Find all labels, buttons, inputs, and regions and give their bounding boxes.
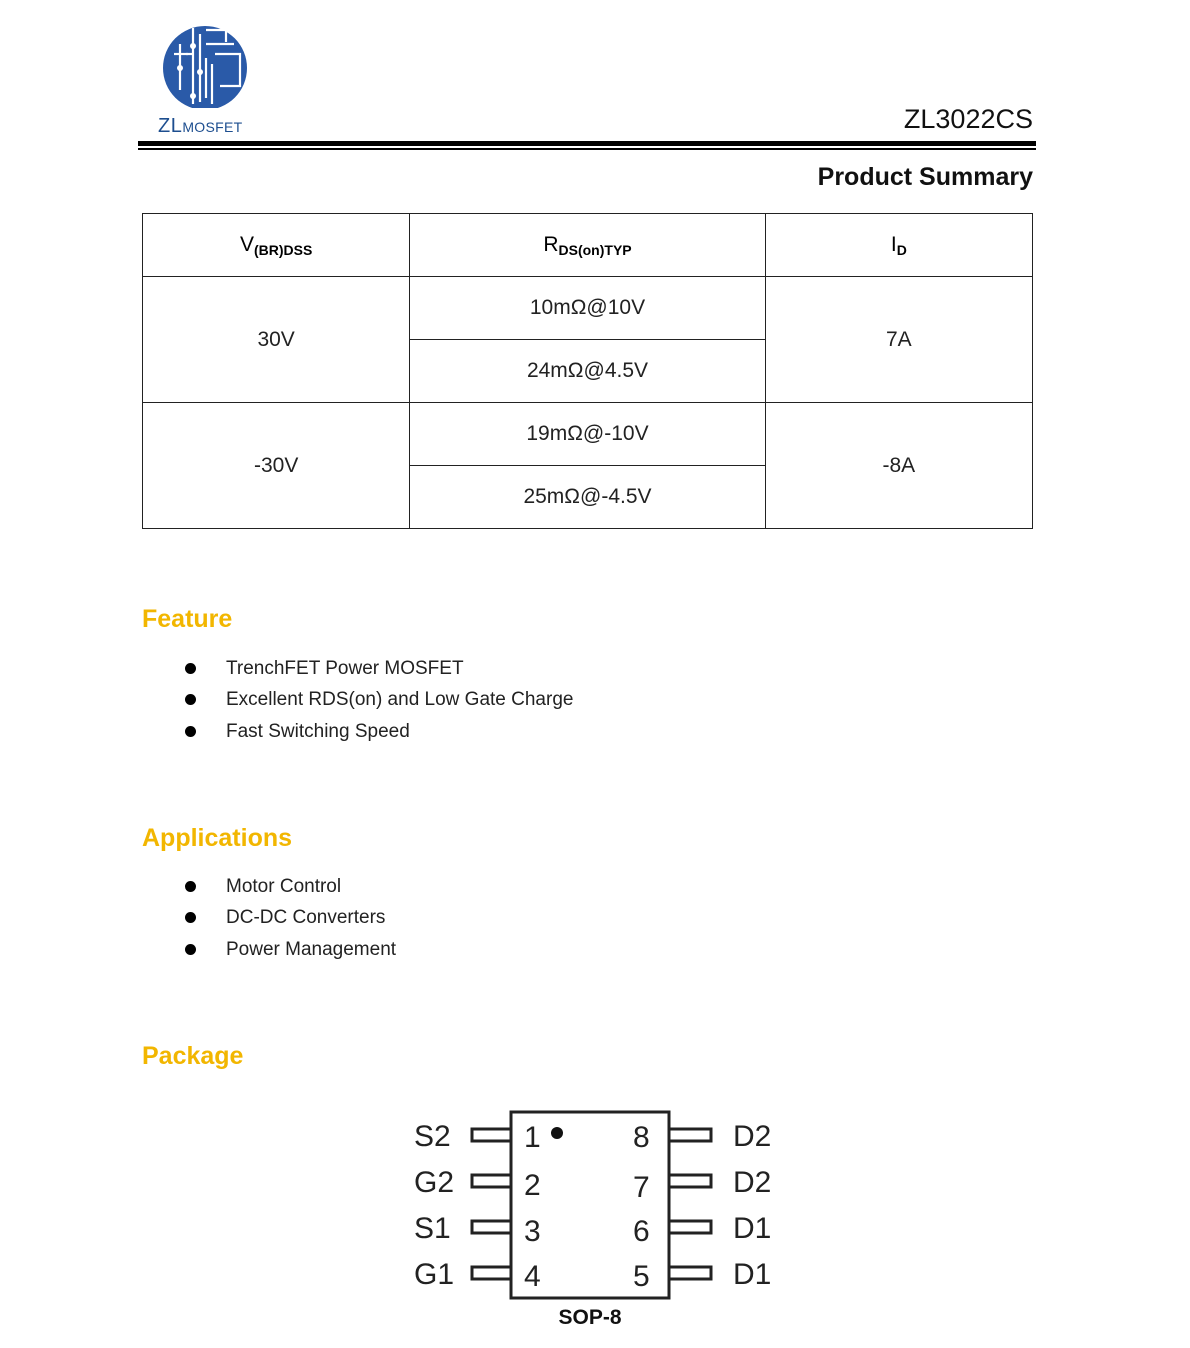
pin-lead bbox=[472, 1175, 511, 1187]
list-item: DC-DC Converters bbox=[185, 902, 396, 933]
applications-list bbox=[185, 871, 396, 965]
feature-title: Feature bbox=[142, 605, 233, 633]
cell-rds: 19mΩ@-10V bbox=[410, 403, 765, 466]
cell-rds: 10mΩ@10V bbox=[410, 277, 765, 340]
package-diagram bbox=[400, 1100, 790, 1340]
list-item: Fast Switching Speed bbox=[185, 716, 573, 747]
bullet-icon bbox=[185, 881, 196, 892]
pin-label: D2 bbox=[733, 1166, 772, 1199]
list-item: Power Management bbox=[185, 934, 396, 965]
pin-label: G1 bbox=[414, 1258, 455, 1291]
pin-number: 5 bbox=[633, 1260, 650, 1293]
pin-lead bbox=[472, 1221, 511, 1233]
package-title: Package bbox=[142, 1042, 244, 1070]
pin-label: G2 bbox=[414, 1166, 455, 1199]
pin-lead bbox=[669, 1129, 711, 1141]
table-row bbox=[143, 403, 1033, 466]
pin-number: 6 bbox=[633, 1215, 650, 1248]
cell-id: -8A bbox=[765, 403, 1032, 529]
pin-number: 8 bbox=[633, 1121, 650, 1154]
bullet-icon bbox=[185, 912, 196, 923]
pin-lead bbox=[472, 1267, 511, 1279]
cell-vds: 30V bbox=[143, 277, 410, 403]
header-vds: $V_{(BR)DSS}$ bbox=[143, 214, 410, 277]
pin-number: 2 bbox=[524, 1169, 541, 1202]
company-logo bbox=[140, 24, 270, 142]
cell-rds: 25mΩ@-4.5V bbox=[410, 466, 765, 529]
table-header-row bbox=[143, 214, 1033, 277]
table-row bbox=[143, 277, 1033, 340]
cell-id: 7A bbox=[765, 277, 1032, 403]
cell-rds: 24mΩ@4.5V bbox=[410, 340, 765, 403]
header-rds: $R_{DS(on)TYP}$ bbox=[410, 214, 765, 277]
bullet-icon bbox=[185, 944, 196, 955]
pin-label: D1 bbox=[733, 1258, 772, 1291]
pin-lead bbox=[669, 1175, 711, 1187]
header-rule-thick bbox=[138, 141, 1036, 146]
pin-label: S1 bbox=[414, 1212, 451, 1245]
cell-vds: -30V bbox=[143, 403, 410, 529]
pin-label: D1 bbox=[733, 1212, 772, 1245]
applications-title: Applications bbox=[142, 824, 293, 852]
logo-brand-small: MOSFET bbox=[182, 119, 243, 135]
list-item: Motor Control bbox=[185, 871, 396, 902]
sop8-pinout-diagram bbox=[400, 1100, 790, 1340]
product-summary-table bbox=[142, 213, 1033, 529]
bullet-icon bbox=[185, 694, 196, 705]
pin-lead bbox=[669, 1267, 711, 1279]
bullet-icon bbox=[185, 726, 196, 737]
header-rule-thin bbox=[138, 148, 1036, 150]
pin-number: 3 bbox=[524, 1215, 541, 1248]
list-item: Excellent RDS(on) and Low Gate Charge bbox=[185, 684, 573, 715]
logo-wordmark bbox=[158, 115, 242, 138]
feature-list bbox=[185, 653, 573, 747]
product-summary-title: Product Summary bbox=[817, 163, 1033, 191]
pin-label: S2 bbox=[414, 1120, 451, 1153]
pin-lead bbox=[669, 1221, 711, 1233]
logo-brand-big: ZL bbox=[158, 115, 183, 137]
logo-mark-icon bbox=[160, 24, 250, 108]
list-item: TrenchFET Power MOSFET bbox=[185, 653, 573, 684]
package-name: SOP-8 bbox=[558, 1306, 622, 1329]
pin-number: 4 bbox=[524, 1260, 541, 1293]
pin-lead bbox=[472, 1129, 511, 1141]
pin-number: 7 bbox=[633, 1171, 650, 1204]
pin1-marker-icon bbox=[551, 1127, 563, 1139]
pin-number: 1 bbox=[524, 1121, 541, 1154]
part-number: ZL3022CS bbox=[903, 104, 1033, 134]
header-id: $I_D$ bbox=[765, 214, 1032, 277]
pin-label: D2 bbox=[733, 1120, 772, 1153]
bullet-icon bbox=[185, 663, 196, 674]
